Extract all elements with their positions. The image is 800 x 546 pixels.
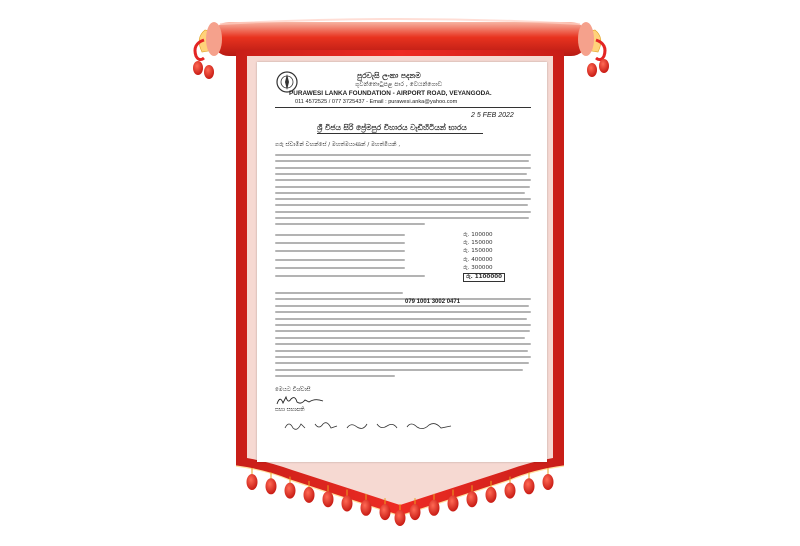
amount-item-label [275,267,405,269]
text-line [275,154,531,156]
text-line [275,217,529,219]
text-line [275,160,529,162]
org-name-sinhala: පුරවැසි ලංකා පදනම [357,71,421,80]
text-line [275,311,531,313]
tassel [247,474,258,490]
text-line [275,292,403,294]
text-line [275,211,531,213]
text-line [275,337,525,339]
amount-value: රු. 1100000 [463,273,505,282]
amount-item-label [275,234,405,236]
amount-value: රු. 150000 [463,248,493,255]
tassel [342,496,353,512]
closing-phrase: මෙයට විශ්වාසී [275,387,311,393]
letter-date: 2 5 FEB 2022 [471,112,514,119]
tassel [380,504,391,520]
text-line [275,223,425,225]
tassel [429,500,440,516]
amount-item-label [275,242,405,244]
org-contact: 011 4572525 / 077 3725437 - Email : purawesi.anka@yahoo.com [295,99,458,105]
text-line [275,318,527,320]
letter-recipient: ශ්‍රී විජය සිරි ප්‍රේමපුර විහාරය වැඩිහිටියන් භාරය [317,123,467,132]
tassel [304,487,315,503]
text-line [275,369,523,371]
text-line [275,350,528,352]
amount-value: රු. 150000 [463,240,493,247]
amount-item-label [275,259,405,261]
text-line [275,186,530,188]
letter-document [257,62,547,462]
text-line [275,305,529,307]
amount-value: රු. 100000 [463,232,493,238]
text-line [275,179,531,181]
signature-icon [275,393,335,407]
text-line [275,356,531,358]
text-line [275,204,528,206]
tassel [505,483,516,499]
tassel [467,491,478,507]
text-line [275,298,531,300]
tassel [486,487,497,503]
org-name-english: PURAWESI LANKA FOUNDATION - AIRPORT ROAD, VEYANGODA. [289,90,492,97]
text-line [275,173,527,175]
tassel [323,491,334,507]
tassel [448,496,459,512]
text-line [275,324,531,326]
text-line [275,198,531,200]
amount-value: රු. 400000 [463,256,493,263]
amount-item-label [275,275,425,277]
tassel [524,478,535,494]
org-address-sinhala: ගුවන්තොටුපළ පාර , වෙයන්ගොඩ [355,81,443,88]
text-line [275,330,530,332]
tassel [410,504,421,520]
tassel [543,474,554,490]
tassel [395,510,406,526]
letter-salutation: ගරු ස්වාමීන් වහන්සේ / මහත්මයාණන් / මහත්මියනි , [275,142,401,148]
text-line [275,192,525,194]
text-line [275,362,529,364]
text-line [275,375,395,377]
amount-value: රු. 300000 [463,264,493,271]
handwritten-note-icon [281,418,461,434]
tassel [285,483,296,499]
tassel [361,500,372,516]
bank-account-number: 079 1001 3002 0471 [405,299,461,305]
text-line [275,167,531,169]
amount-item-label [275,250,405,252]
text-line [275,343,531,345]
signatory-title: සභා සභාපති [275,407,305,413]
tassel [266,478,277,494]
